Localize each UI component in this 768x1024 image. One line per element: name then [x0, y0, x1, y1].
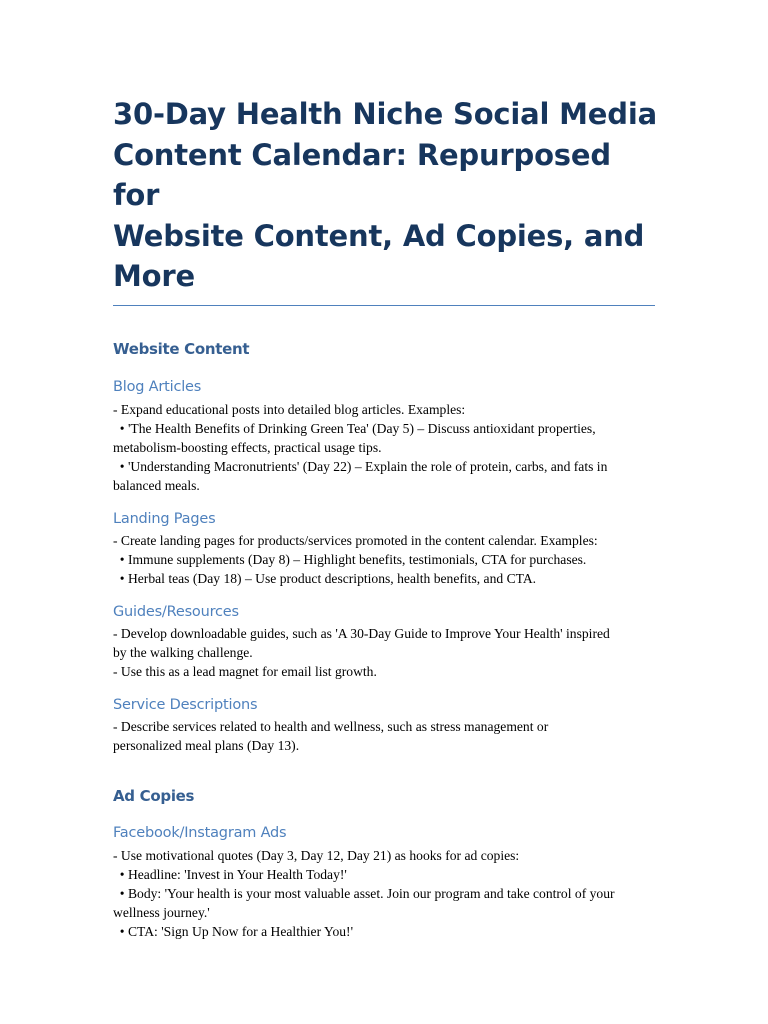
subsection-heading: Landing Pages — [113, 510, 216, 527]
body-line: - Expand educational posts into detailed blog articles. Examples: — [113, 401, 466, 417]
section-ad-copies — [113, 786, 658, 941]
subsection-guides-resources — [113, 602, 658, 681]
body-line: - Develop downloadable guides, such as 'A 30-Day Guide to Improve Your Health' inspired — [113, 625, 610, 641]
bullet-line: • 'Understanding Macronutrients' (Day 22) – Explain the role of protein, carbs, and fats in — [113, 458, 608, 474]
document-page — [113, 94, 658, 941]
bullet-line: • CTA: 'Sign Up Now for a Healthier You!' — [113, 923, 354, 939]
body-line: wellness journey.' — [113, 904, 210, 920]
subsection-blog-articles — [113, 377, 658, 495]
section-website-content — [113, 339, 658, 755]
document-title — [113, 94, 658, 299]
body-line: metabolism-boosting effects, practical usage tips. — [113, 439, 382, 455]
bullet-line: • Herbal teas (Day 18) – Use product descriptions, health benefits, and CTA. — [113, 570, 537, 586]
bullet-line: • Body: 'Your health is your most valuable asset. Join our program and take control of your — [113, 885, 615, 901]
bullet-line: • Headline: 'Invest in Your Health Today!' — [113, 866, 347, 882]
bullet-line: • Immune supplements (Day 8) – Highlight benefits, testimonials, CTA for purchases. — [113, 551, 587, 567]
subsection-service-descriptions — [113, 695, 658, 755]
bullet-line: • 'The Health Benefits of Drinking Green Tea' (Day 5) – Discuss antioxidant properties, — [113, 420, 596, 436]
subsection-heading: Facebook/Instagram Ads — [113, 824, 287, 841]
body-line: by the walking challenge. — [113, 644, 253, 660]
subsection-facebook-instagram-ads — [113, 823, 658, 941]
title-line: Website Content, Ad Copies, and More — [113, 218, 645, 293]
subsection-landing-pages — [113, 509, 658, 588]
body-line: - Create landing pages for products/services promoted in the content calendar. Examples: — [113, 532, 598, 548]
title-line: 30-Day Health Niche Social Media — [113, 97, 657, 131]
section-heading: Website Content — [113, 339, 250, 358]
body-line: personalized meal plans (Day 13). — [113, 737, 300, 753]
body-line: - Use motivational quotes (Day 3, Day 12, Day 21) as hooks for ad copies: — [113, 847, 520, 863]
body-line: balanced meals. — [113, 477, 200, 493]
title-line: Content Calendar: Repurposed for — [113, 137, 611, 212]
body-line: - Use this as a lead magnet for email list growth. — [113, 663, 377, 679]
body-line: - Describe services related to health and wellness, such as stress management or — [113, 718, 549, 734]
subsection-heading: Guides/Resources — [113, 603, 239, 620]
title-underline — [113, 305, 655, 306]
subsection-heading: Service Descriptions — [113, 696, 258, 713]
section-heading: Ad Copies — [113, 786, 195, 805]
subsection-heading: Blog Articles — [113, 378, 202, 395]
